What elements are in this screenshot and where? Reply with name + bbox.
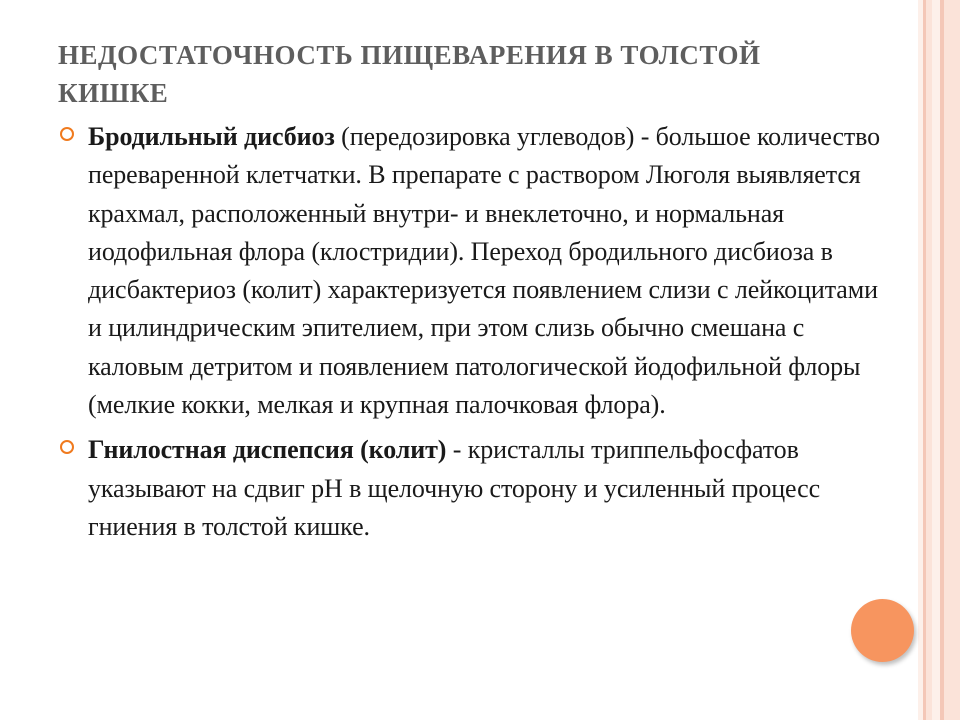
bullet-item	[58, 118, 898, 424]
stripe	[944, 0, 960, 720]
ring-bullet-icon	[60, 127, 74, 141]
bullet-text: (передозировка углеводов) - большое количество переваренной клетчатки. В препарате с раствором Люголя выявляется крахмал, расположенный внутри- и внеклеточно, и нормальная иодофильная флора (клостридии). Переход бродильного дисбиоза в дисбактериоз (колит) характеризуется появлением слизи с лейкоцитами и цилиндрическим эпителием, при этом слизь обычно смешана с каловым детритом и появлением патологической йодофильной флоры (мелкие кокки, мелкая и крупная палочковая флора).	[88, 122, 881, 420]
bullet-item	[58, 431, 898, 546]
bullet-term: Гнилостная диспепсия (колит)	[88, 435, 447, 465]
bullet-term: Бродильный дисбиоз	[88, 122, 335, 151]
decorative-stripes	[918, 0, 960, 720]
bullet-list	[58, 118, 898, 553]
decorative-circle-icon	[851, 599, 914, 662]
ring-bullet-icon	[60, 440, 74, 454]
bullet-text: - кристаллы триппельфосфатов указывают на сдвиг рН в щелочную сторону и усиленный процесс гниения в толстой кишке.	[88, 435, 821, 541]
slide-title: НЕДОСТАТОЧНОСТЬ ПИЩЕВАРЕНИЯ В ТОЛСТОЙ КИШКЕ	[58, 40, 761, 108]
stripe	[932, 0, 940, 720]
